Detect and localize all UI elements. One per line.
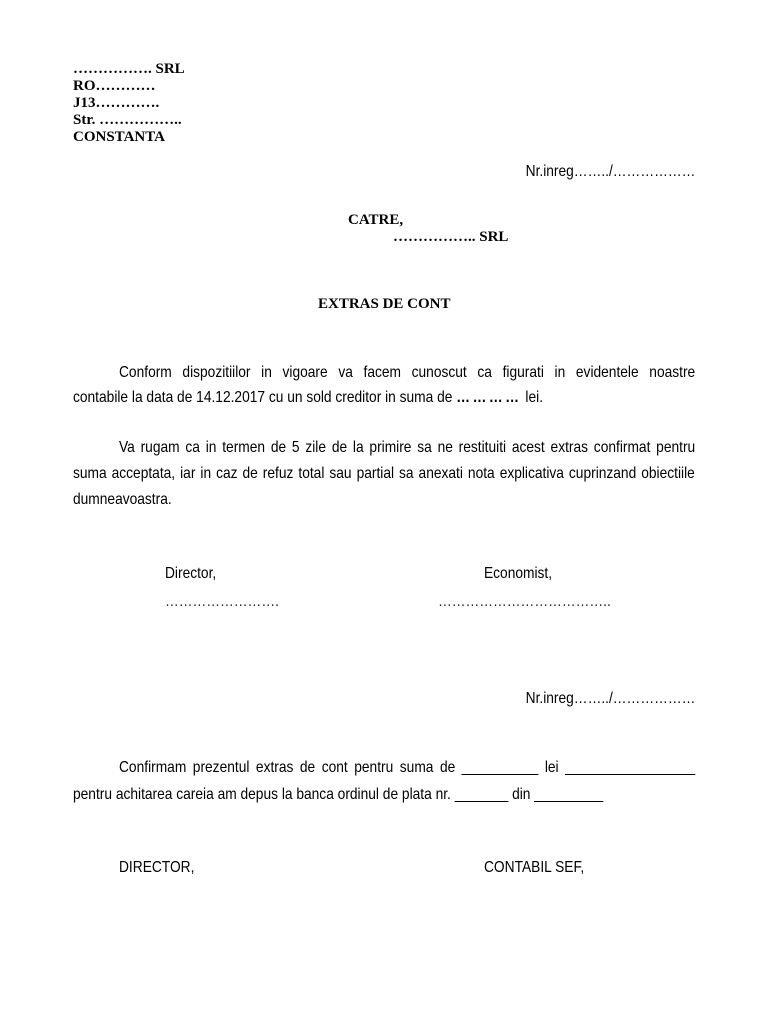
paragraph2-line1: Va rugam ca in termen de 5 zile de la primire sa ne restituiti acest extras confirmat pentru (119, 439, 696, 456)
recipient-company: …………….. SRL (393, 229, 509, 245)
sender-company-line: ……………. SRL (73, 61, 185, 77)
paragraph1-line2-text: contabile la data de 14.12.2017 cu un sold creditor in suma de (73, 389, 457, 406)
economist-signature-line: ……………………………….. (438, 593, 611, 610)
sender-city-line: CONSTANTA (73, 129, 165, 145)
footer-chief-accountant-label: CONTABIL SEF, (484, 859, 585, 876)
paragraph2-line2: suma acceptata, iar in caz de refuz total sau partial sa anexati nota explicativa cuprinzand obiectiile (73, 465, 695, 482)
paragraph1-line2 (73, 389, 543, 407)
sold-amount-placeholder: ………… (456, 389, 522, 406)
paragraph1-line1: Conform dispozitiilor in vigoare va facem cunoscut ca figurati in evidentele noastre (119, 364, 696, 381)
sender-street-line: Str. …………….. (73, 112, 182, 128)
footer-director-label: DIRECTOR, (119, 859, 195, 876)
document-title: EXTRAS DE CONT (318, 296, 451, 312)
sender-block (73, 61, 185, 146)
confirmation-line2: pentru achitarea careia am depus la banca ordinul de plata nr. _______ din _________ (73, 786, 604, 803)
sender-fiscal-code-line: RO………… (73, 78, 156, 94)
economist-signature-label: Economist, (484, 565, 553, 582)
director-signature-line: ……………………. (165, 593, 279, 610)
director-signature-label: Director, (165, 565, 217, 582)
recipient-label: CATRE, (348, 212, 404, 228)
sender-trade-register-line: J13…………. (73, 95, 160, 111)
registration-number-top: Nr.inreg……../……………… (525, 163, 695, 180)
paragraph2-line3: dumneavoastra. (73, 491, 172, 508)
confirmation-line1: Confirmam prezentul extras de cont pentru suma de __________ lei _________________ (119, 759, 696, 776)
registration-number-bottom: Nr.inreg……../……………… (525, 690, 695, 707)
paragraph1-line2-currency: lei. (521, 389, 544, 406)
